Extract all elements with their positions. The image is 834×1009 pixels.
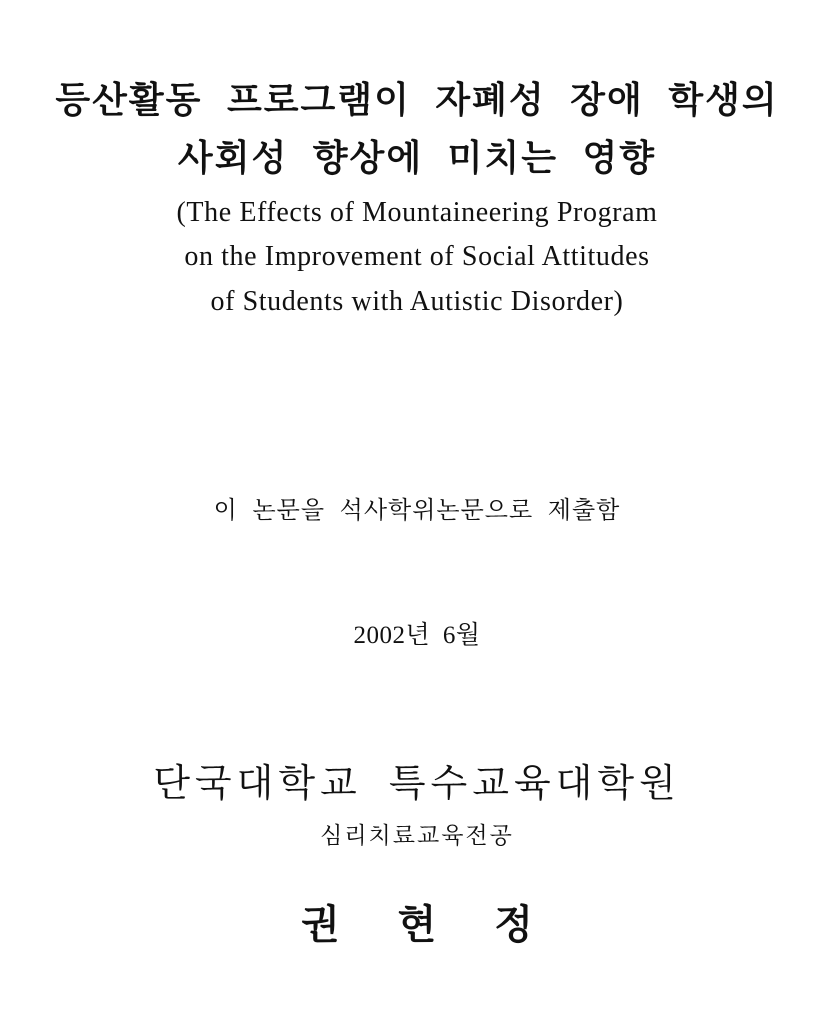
english-title-line-3: of Students with Autistic Disorder) [210, 286, 624, 317]
korean-title-line-2: 사회성 향상에 미치는 영향 [177, 138, 657, 179]
english-title-line-1: (The Effects of Mountaineering Program [176, 197, 658, 228]
major-name: 심리치료교육전공 [320, 823, 514, 849]
university-name: 단국대학교 특수교육대학원 [153, 761, 681, 805]
submission-date: 2002년 6월 [353, 622, 481, 649]
submission-statement: 이 논문을 석사학위논문으로 제출함 [213, 496, 621, 524]
korean-title-line-1: 등산활동 프로그램이 자폐성 장애 학생의 [55, 80, 779, 121]
author-name: 권 현 정 [301, 902, 555, 948]
english-title-line-2: on the Improvement of Social Attitudes [184, 241, 650, 272]
